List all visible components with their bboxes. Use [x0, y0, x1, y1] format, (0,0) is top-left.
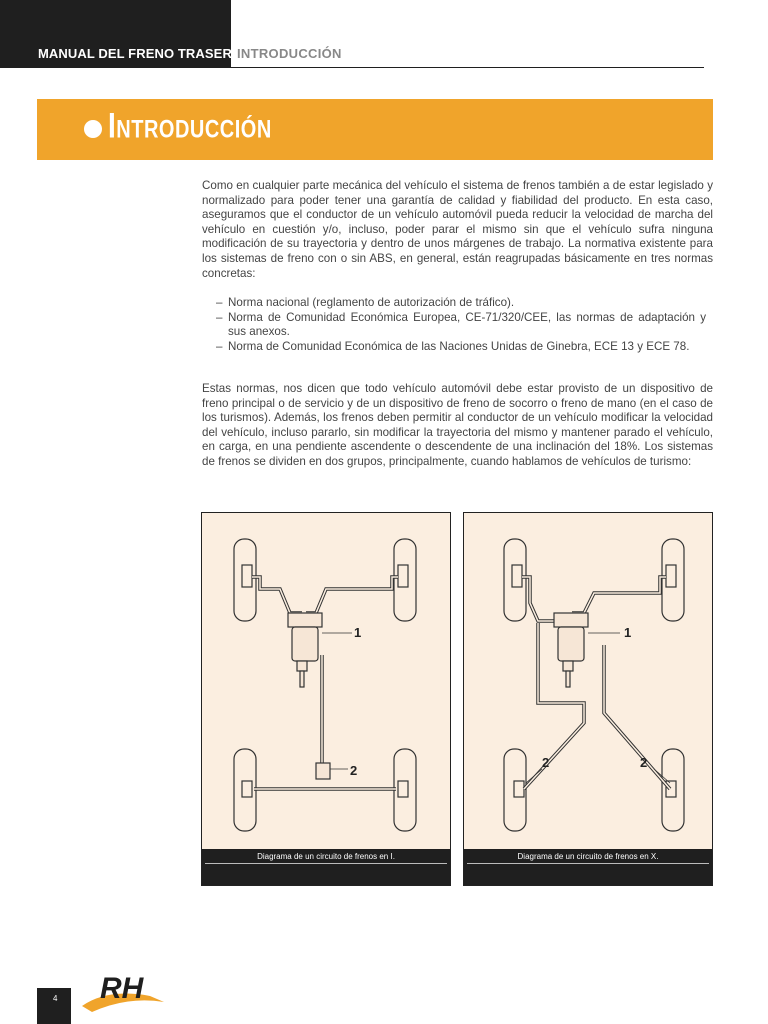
norm-item: – Norma de Comunidad Económica Europea, CE-71/320/CEE, las normas de adaptación y sus anexos. — [216, 311, 706, 340]
intro-paragraph: Como en cualquier parte mecánica del vehículo el sistema de frenos también a de estar legislado y normalizado para poder tener una garantía de calidad y fiabilidad del producto. En esta caso, aseguramos que el conductor de un vehículo automóvil pueda reducir la velocidad de marcha del vehículo en cuestión y/o, incluso, poder parar el mismo sin que el vehículo sufra ninguna modificación de su trayectoria y dentro de unos márgenes de trabajo. La normativa existente para los sistemas de freno con o sin ABS, en general, están reagrupadas básicamente en tres normas concretas: — [202, 179, 713, 280]
front-right-wheel — [394, 539, 416, 621]
manual-title: MANUAL DEL FRENO TRASERO — [38, 46, 243, 61]
brake-circuit-i-illustration — [202, 513, 450, 849]
page-number: 4 — [53, 994, 58, 1003]
diagram-caption: Diagrama de un circuito de frenos en X. — [517, 852, 659, 861]
diagram-circuit-x — [463, 512, 713, 886]
diagram-circuit-i — [201, 512, 451, 886]
norms-list — [216, 296, 706, 354]
bullet-icon — [84, 120, 102, 138]
front-left-wheel — [504, 539, 526, 621]
norms-paragraph: Estas normas, nos dicen que todo vehículo automóvil debe estar provisto de un dispositivo de freno principal o de servicio y de un dispositivo de freno de socorro o freno de mano (en el caso de los turismos). Además, los frenos deben permitir al conductor de un vehículo modificar la velocidad del vehículo, incluso pararlo, sin modificar la trayectoria del mismo y mantener parado el vehículo, en carga, en una pendiente ascendente o descendente de una inclinación del 18%. Los sistemas de frenos se dividen en dos grupos, principalmente, cuando hablamos de vehículos de turismo: — [202, 382, 713, 468]
header-divider — [231, 67, 704, 68]
callout-label: 2 — [350, 763, 358, 778]
roadhouse-logo — [78, 966, 174, 1016]
norm-item: – Norma de Comunidad Económica de las Naciones Unidas de Ginebra, ECE 13 y ECE 78. — [216, 340, 706, 355]
section-title: INTRODUCCIÓN — [237, 46, 342, 61]
page-title: Introducción — [108, 106, 272, 145]
caption-bar — [202, 849, 450, 885]
rear-right-wheel — [662, 749, 684, 831]
caption-bar — [464, 849, 712, 885]
header-block — [0, 0, 243, 68]
master-cylinder — [288, 613, 322, 687]
callout-label: 1 — [354, 625, 362, 640]
caption-divider — [205, 863, 447, 864]
rear-left-wheel — [504, 749, 526, 831]
logo-tagline: roadhouse — [118, 1007, 152, 1014]
norm-item: – Norma nacional (reglamento de autorización de tráfico). — [216, 296, 706, 311]
callout-label: 2 — [542, 755, 550, 770]
callout-label: 1 — [624, 625, 632, 640]
diagram-caption: Diagrama de un circuito de frenos en I. — [257, 852, 395, 861]
rear-left-wheel — [234, 749, 256, 831]
brake-circuit-x-illustration — [464, 513, 712, 849]
master-cylinder — [554, 613, 588, 687]
front-right-wheel — [662, 539, 684, 621]
callout-label: 2 — [640, 755, 648, 770]
page-number-box — [37, 988, 71, 1024]
brake-regulator — [316, 763, 330, 779]
rear-right-wheel — [394, 749, 416, 831]
logo-letters: RH — [100, 972, 144, 1005]
front-left-wheel — [234, 539, 256, 621]
caption-divider — [467, 863, 709, 864]
